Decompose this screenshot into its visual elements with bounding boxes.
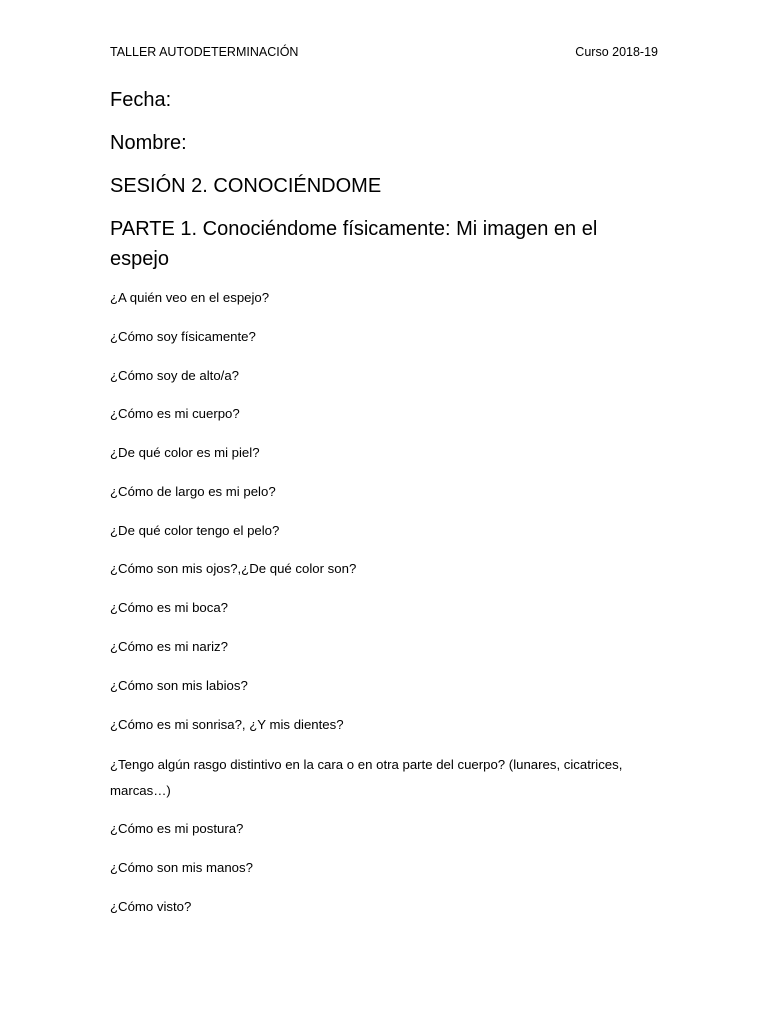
question-item: ¿Cómo es mi postura? [110,821,244,836]
question-item: ¿Cómo es mi cuerpo? [110,406,240,421]
question-item: ¿Cómo es mi sonrisa?, ¿Y mis dientes? [110,717,344,732]
question-item: ¿Cómo de largo es mi pelo? [110,484,276,499]
question-item: ¿Tengo algún rasgo distintivo en la cara o en otra parte del cuerpo? (lunares, cicatrices, marcas…) [110,757,623,798]
question-item: ¿Cómo soy de alto/a? [110,368,240,383]
question-item: ¿Cómo es mi nariz? [110,639,228,654]
question-item: ¿Cómo es mi boca? [110,600,228,615]
page-header [110,43,658,61]
header-course-year: Curso 2018-19 [575,45,658,59]
question-item: ¿A quién veo en el espejo? [110,290,270,305]
question-item: ¿Cómo soy físicamente? [110,329,256,344]
question-item: ¿Cómo visto? [110,899,192,914]
question-item: ¿Cómo son mis labios? [110,678,248,693]
part-title: PARTE 1. Conociéndome físicamente: Mi imagen en el espejo [110,218,598,270]
header-workshop-title: TALLER AUTODETERMINACIÓN [110,45,299,59]
name-field-label: Nombre: [110,132,187,154]
question-item: ¿De qué color tengo el pelo? [110,523,280,538]
date-field-label: Fecha: [110,89,172,111]
question-item: ¿De qué color es mi piel? [110,445,260,460]
question-item: ¿Cómo son mis manos? [110,860,253,875]
question-item: ¿Cómo son mis ojos?,¿De qué color son? [110,561,357,576]
session-title: SESIÓN 2. CONOCIÉNDOME [110,175,382,197]
